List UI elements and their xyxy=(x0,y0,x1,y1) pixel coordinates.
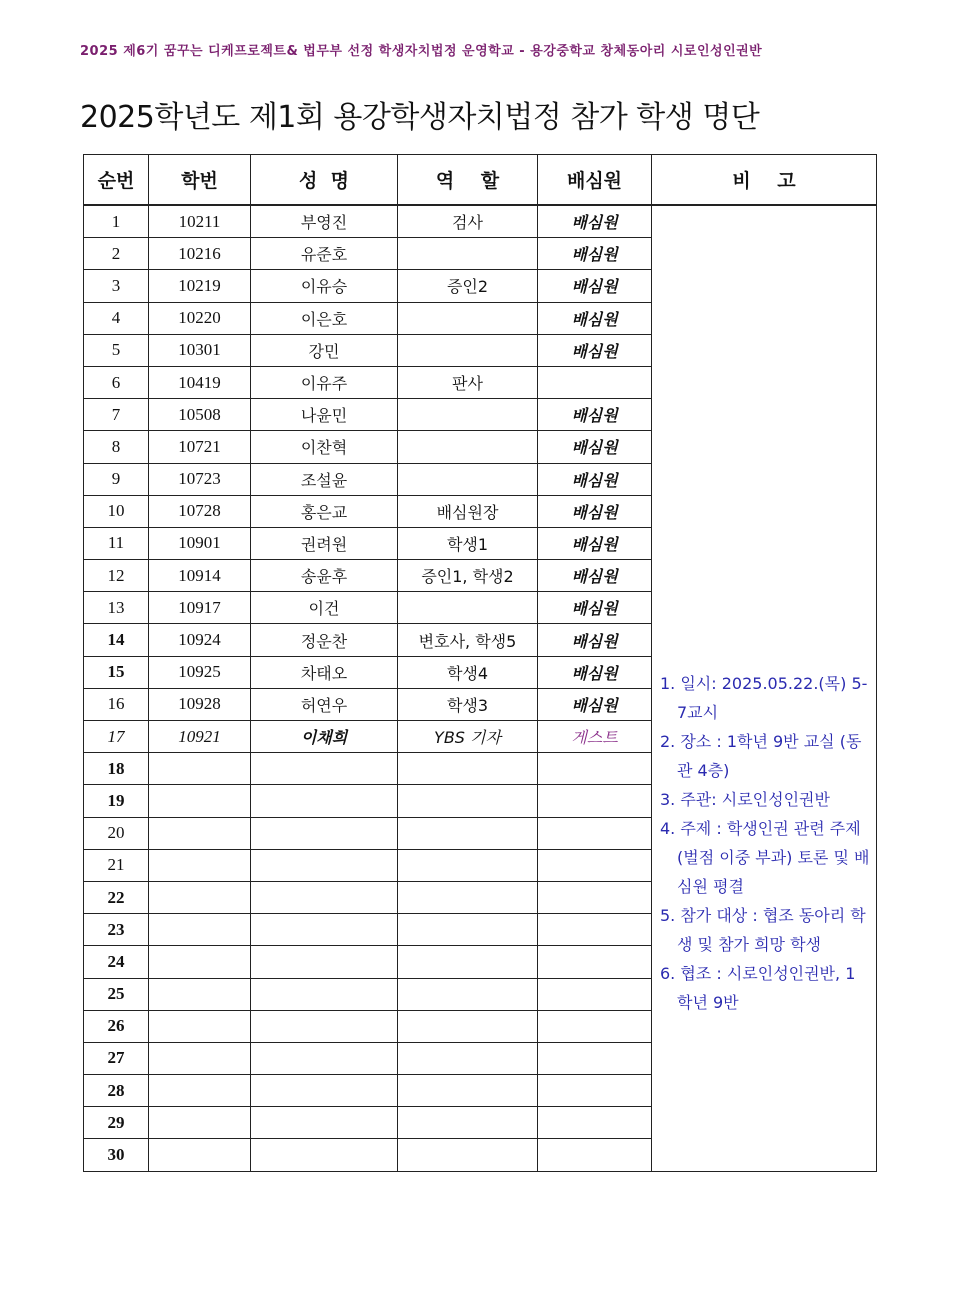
student-role xyxy=(398,302,538,334)
row-number: 23 xyxy=(84,914,149,946)
row-number: 5 xyxy=(84,334,149,366)
student-role xyxy=(398,946,538,978)
student-name: 이찬혁 xyxy=(251,431,398,463)
student-role: 검사 xyxy=(398,205,538,238)
column-header-notes: 비 고 xyxy=(652,155,877,206)
student-name: 부영진 xyxy=(251,205,398,238)
jury-status xyxy=(538,914,652,946)
jury-status: 배심원 xyxy=(538,463,652,495)
row-number: 7 xyxy=(84,399,149,431)
row-number: 20 xyxy=(84,817,149,849)
row-number: 26 xyxy=(84,1010,149,1042)
column-header-jury: 배심원 xyxy=(538,155,652,206)
student-name: 조설윤 xyxy=(251,463,398,495)
student-role xyxy=(398,431,538,463)
student-role xyxy=(398,1075,538,1107)
row-number: 19 xyxy=(84,785,149,817)
row-number: 25 xyxy=(84,978,149,1010)
student-id xyxy=(149,1107,251,1139)
jury-status: 배심원 xyxy=(538,205,652,238)
row-number: 13 xyxy=(84,592,149,624)
note-item: 4. 주제 : 학생인권 관련 주제(벌점 이중 부과) 토론 및 배심원 평결 xyxy=(660,819,870,897)
student-name: 이은호 xyxy=(251,302,398,334)
student-role xyxy=(398,592,538,624)
student-role xyxy=(398,978,538,1010)
student-name: 이건 xyxy=(251,592,398,624)
student-name xyxy=(251,914,398,946)
note-item: 3. 주관: 시로인성인권반 xyxy=(660,790,830,810)
student-name xyxy=(251,849,398,881)
row-number: 18 xyxy=(84,753,149,785)
jury-status: 배심원 xyxy=(538,688,652,720)
student-role xyxy=(398,881,538,913)
student-id: 10917 xyxy=(149,592,251,624)
jury-status xyxy=(538,817,652,849)
student-name: 유준호 xyxy=(251,238,398,270)
student-name: 강민 xyxy=(251,334,398,366)
student-role: YBS 기자 xyxy=(398,721,538,753)
jury-status xyxy=(538,1139,652,1171)
jury-status: 배심원 xyxy=(538,624,652,656)
student-name: 허연우 xyxy=(251,688,398,720)
student-id xyxy=(149,946,251,978)
student-id: 10219 xyxy=(149,270,251,302)
student-id: 10508 xyxy=(149,399,251,431)
student-id: 10728 xyxy=(149,495,251,527)
student-role xyxy=(398,1042,538,1074)
column-header-name: 성 명 xyxy=(251,155,398,206)
student-name: 권려원 xyxy=(251,527,398,559)
row-number: 30 xyxy=(84,1139,149,1171)
row-number: 12 xyxy=(84,560,149,592)
row-number: 16 xyxy=(84,688,149,720)
student-id xyxy=(149,817,251,849)
student-id: 10721 xyxy=(149,431,251,463)
student-id: 10921 xyxy=(149,721,251,753)
row-number: 4 xyxy=(84,302,149,334)
jury-status xyxy=(538,1042,652,1074)
student-id xyxy=(149,1010,251,1042)
student-id: 10220 xyxy=(149,302,251,334)
student-id xyxy=(149,978,251,1010)
student-role xyxy=(398,817,538,849)
row-number: 10 xyxy=(84,495,149,527)
student-role: 학생4 xyxy=(398,656,538,688)
student-role: 증인1, 학생2 xyxy=(398,560,538,592)
student-id xyxy=(149,1042,251,1074)
jury-status xyxy=(538,1010,652,1042)
student-role: 변호사, 학생5 xyxy=(398,624,538,656)
student-name xyxy=(251,817,398,849)
jury-status: 배심원 xyxy=(538,560,652,592)
student-name xyxy=(251,978,398,1010)
jury-status: 배심원 xyxy=(538,592,652,624)
student-name: 송윤후 xyxy=(251,560,398,592)
student-name xyxy=(251,946,398,978)
student-name xyxy=(251,753,398,785)
notes-cell xyxy=(652,205,877,1171)
student-role xyxy=(398,1010,538,1042)
student-role xyxy=(398,849,538,881)
student-id: 10211 xyxy=(149,205,251,238)
column-header-number: 순번 xyxy=(84,155,149,206)
student-name: 이유주 xyxy=(251,366,398,398)
row-number: 2 xyxy=(84,238,149,270)
student-role xyxy=(398,334,538,366)
note-item: 2. 장소 : 1학년 9반 교실 (동관 4층) xyxy=(660,732,862,781)
jury-status: 게스트 xyxy=(538,721,652,753)
student-role: 학생3 xyxy=(398,688,538,720)
student-name xyxy=(251,881,398,913)
student-role xyxy=(398,914,538,946)
student-role xyxy=(398,753,538,785)
column-header-student-id: 학번 xyxy=(149,155,251,206)
student-name: 홍은교 xyxy=(251,495,398,527)
participant-table xyxy=(83,154,877,1172)
row-number: 14 xyxy=(84,624,149,656)
row-number: 6 xyxy=(84,366,149,398)
row-number: 9 xyxy=(84,463,149,495)
student-role xyxy=(398,1139,538,1171)
student-id: 10419 xyxy=(149,366,251,398)
jury-status: 배심원 xyxy=(538,527,652,559)
jury-status: 배심원 xyxy=(538,656,652,688)
student-id xyxy=(149,1075,251,1107)
student-name: 나윤민 xyxy=(251,399,398,431)
row-number: 28 xyxy=(84,1075,149,1107)
table-row xyxy=(84,205,877,238)
jury-status: 배심원 xyxy=(538,334,652,366)
row-number: 29 xyxy=(84,1107,149,1139)
student-name: 정운찬 xyxy=(251,624,398,656)
event-details xyxy=(652,359,876,1017)
student-id: 10914 xyxy=(149,560,251,592)
student-role: 배심원장 xyxy=(398,495,538,527)
student-name xyxy=(251,1139,398,1171)
jury-status xyxy=(538,946,652,978)
row-number: 17 xyxy=(84,721,149,753)
row-number: 21 xyxy=(84,849,149,881)
student-id: 10925 xyxy=(149,656,251,688)
note-item: 6. 협조 : 시로인성인권반, 1학년 9반 xyxy=(660,964,856,1013)
student-name xyxy=(251,1010,398,1042)
student-id: 10901 xyxy=(149,527,251,559)
jury-status xyxy=(538,785,652,817)
table-header-row xyxy=(84,155,877,206)
student-id xyxy=(149,914,251,946)
jury-status xyxy=(538,1075,652,1107)
student-id: 10216 xyxy=(149,238,251,270)
jury-status xyxy=(538,1107,652,1139)
jury-status: 배심원 xyxy=(538,431,652,463)
student-id: 10924 xyxy=(149,624,251,656)
student-role: 증인2 xyxy=(398,270,538,302)
note-item: 1. 일시: 2025.05.22.(목) 5-7교시 xyxy=(660,674,868,723)
row-number: 1 xyxy=(84,205,149,238)
student-name xyxy=(251,1042,398,1074)
student-id: 10928 xyxy=(149,688,251,720)
student-id xyxy=(149,1139,251,1171)
row-number: 3 xyxy=(84,270,149,302)
student-name xyxy=(251,1075,398,1107)
jury-status: 배심원 xyxy=(538,302,652,334)
note-item: 5. 참가 대상 : 협조 동아리 학생 및 참가 희망 학생 xyxy=(660,906,866,955)
document-title: 2025학년도 제1회 용강학생자치법정 참가 학생 명단 xyxy=(80,100,760,135)
table-body xyxy=(84,205,877,1171)
student-role: 학생1 xyxy=(398,527,538,559)
row-number: 11 xyxy=(84,527,149,559)
jury-status: 배심원 xyxy=(538,270,652,302)
student-role xyxy=(398,238,538,270)
student-name: 이유승 xyxy=(251,270,398,302)
row-number: 24 xyxy=(84,946,149,978)
row-number: 22 xyxy=(84,881,149,913)
student-name xyxy=(251,1107,398,1139)
jury-status xyxy=(538,849,652,881)
student-name: 이채희 xyxy=(251,721,398,753)
jury-status: 배심원 xyxy=(538,399,652,431)
student-id xyxy=(149,849,251,881)
jury-status xyxy=(538,366,652,398)
jury-status xyxy=(538,753,652,785)
student-id: 10723 xyxy=(149,463,251,495)
jury-status xyxy=(538,978,652,1010)
student-role xyxy=(398,399,538,431)
row-number: 8 xyxy=(84,431,149,463)
student-id xyxy=(149,881,251,913)
document-banner: 2025 제6기 꿈꾸는 디케프로젝트& 법무부 선정 학생자치법정 운영학교 - 용강중학교 창체동아리 시로인성인권반 xyxy=(80,44,763,59)
column-header-role: 역 할 xyxy=(398,155,538,206)
student-role xyxy=(398,1107,538,1139)
jury-status xyxy=(538,881,652,913)
jury-status: 배심원 xyxy=(538,238,652,270)
jury-status: 배심원 xyxy=(538,495,652,527)
student-id xyxy=(149,785,251,817)
row-number: 27 xyxy=(84,1042,149,1074)
student-name: 차태오 xyxy=(251,656,398,688)
student-role xyxy=(398,785,538,817)
row-number: 15 xyxy=(84,656,149,688)
student-id: 10301 xyxy=(149,334,251,366)
student-role: 판사 xyxy=(398,366,538,398)
student-name xyxy=(251,785,398,817)
student-id xyxy=(149,753,251,785)
student-role xyxy=(398,463,538,495)
